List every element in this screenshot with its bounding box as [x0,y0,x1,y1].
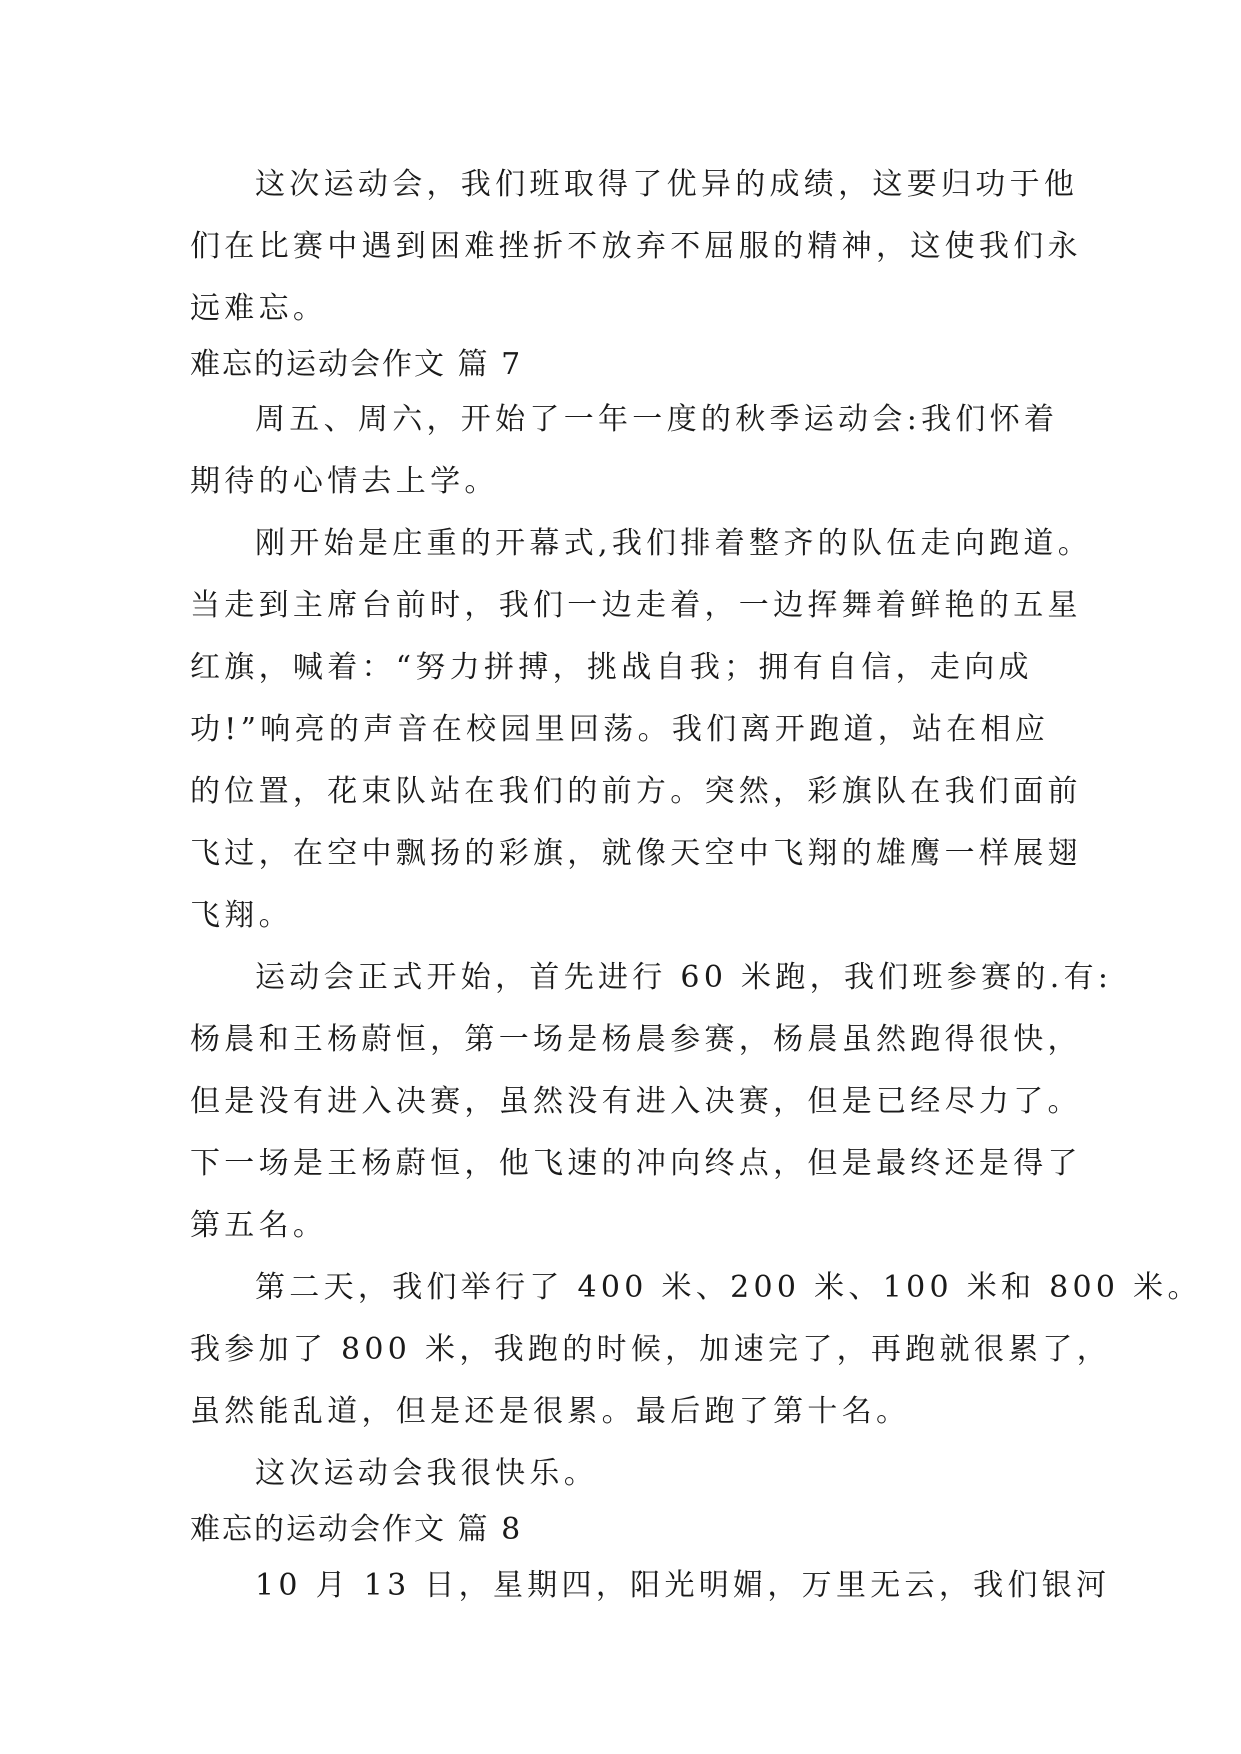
section-heading: 难忘的运动会作文 篇 7 [190,347,523,382]
paragraph-line: 当走到主席台前时，我们一边走着，一边挥舞着鲜艳的五星 [190,588,1082,623]
section-heading: 难忘的运动会作文 篇 8 [190,1512,523,1547]
paragraph-line: 的位置，花束队站在我们的前方。突然，彩旗队在我们面前 [190,774,1082,809]
paragraph-line: 我参加了 800 米，我跑的时候，加速完了，再跑就很累了， [190,1332,1112,1367]
paragraph-line: 但是没有进入决赛，虽然没有进入决赛，但是已经尽力了。 [190,1084,1082,1119]
paragraph-line: 们在比赛中遇到困难挫折不放弃不屈服的精神，这使我们永 [190,229,1082,264]
paragraph-line: 飞过，在空中飘扬的彩旗，就像天空中飞翔的雄鹰一样展翅 [190,836,1082,871]
paragraph-line: 远难忘。 [190,291,328,326]
paragraph-line: 飞翔。 [190,898,293,933]
paragraph-line: 第二天，我们举行了 400 米、200 米、100 米和 800 米。 [255,1270,1202,1305]
paragraph-line: 杨晨和王杨蔚恒，第一场是杨晨参赛，杨晨虽然跑得很快， [190,1022,1082,1057]
paragraph-line: 刚开始是庄重的开幕式,我们排着整齐的队伍走向跑道。 [255,526,1093,561]
paragraph-line: 周五、周六，开始了一年一度的秋季运动会:我们怀着 [255,402,1059,437]
paragraph-line: 虽然能乱道，但是还是很累。最后跑了第十名。 [190,1394,911,1429]
paragraph-line: 运动会正式开始，首先进行 60 米跑，我们班参赛的.有: [255,960,1113,995]
paragraph-line: 第五名。 [190,1208,328,1243]
paragraph-line: 红旗，喊着：“努力拼搏，挑战自我；拥有自信，走向成 [190,650,1033,685]
paragraph-line: 这次运动会，我们班取得了优异的成绩，这要归功于他 [255,167,1079,202]
paragraph-line: 功!”响亮的声音在校园里回荡。我们离开跑道，站在相应 [190,712,1050,747]
paragraph-line: 下一场是王杨蔚恒，他飞速的冲向终点，但是最终还是得了 [190,1146,1082,1181]
paragraph-line: 期待的心情去上学。 [190,464,499,499]
paragraph-line: 10 月 13 日，星期四，阳光明媚，万里无云，我们银河 [255,1568,1111,1603]
paragraph-line: 这次运动会我很快乐。 [255,1456,598,1491]
